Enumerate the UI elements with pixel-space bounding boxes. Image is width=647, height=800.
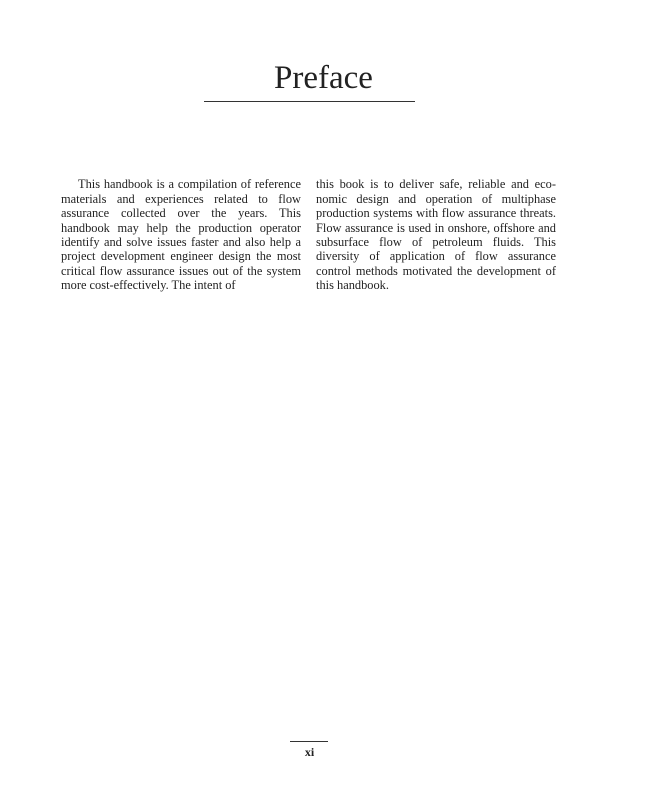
body-text-right-column: this book is to deliver safe, reliable and economic design and operation of multiphase production systems with flow assurance threats. Flow assurance is used in onshore, offshore and subsurface flow of petroleum fluids. This diversity of application of flow assurance control methods motivated the development of this handbook. <box>316 177 556 293</box>
page-number: xi <box>304 745 315 759</box>
body-text-left-column: This handbook is a compilation of reference materials and experiences related to flow assurance collected over the years. This handbook may help the production operator identify and solve issues faster and also help a project development engineer design the most critical flow assurance issues out of the system more cost-effectively. The intent of <box>61 177 301 293</box>
page-title: Preface <box>274 60 373 96</box>
page-number-rule <box>290 741 328 742</box>
title-underline <box>204 101 415 102</box>
